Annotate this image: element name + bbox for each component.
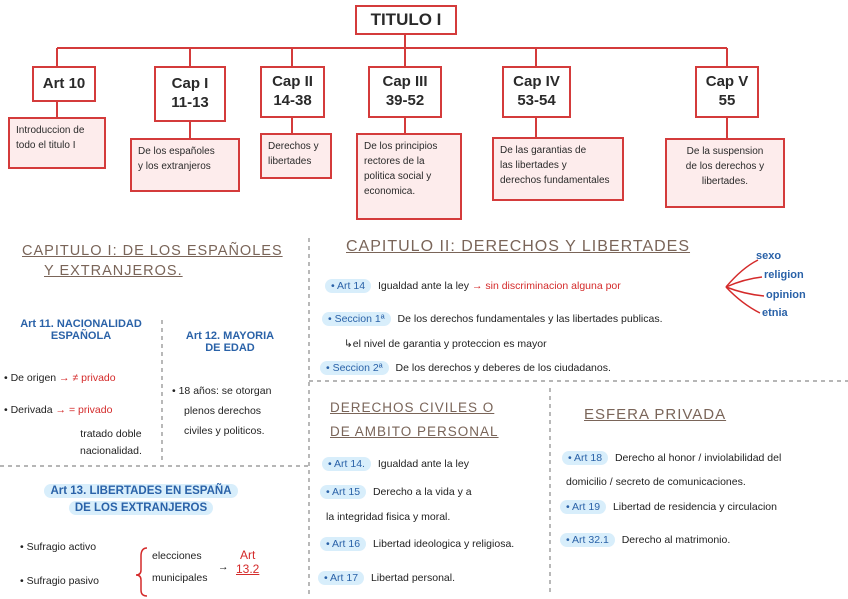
sec2-label: • Seccion 2ª — [320, 361, 389, 375]
art11-title — [6, 318, 156, 342]
desc-box-cap2 — [260, 133, 332, 179]
origen-label: • De origen — [4, 372, 57, 384]
art14-text: Igualdad ante la ley — [377, 280, 470, 292]
sec2-text: De los derechos y deberes de los ciudadanos. — [395, 362, 611, 374]
art12-text-line: civiles y politicos. — [184, 424, 265, 437]
cap1-title-line2: Y EXTRANJEROS. — [44, 263, 183, 279]
chapter-box-cap1 — [154, 66, 226, 122]
desc-line: rectores de la — [364, 156, 425, 167]
privada-item — [562, 452, 781, 464]
desc-line: De los principios — [364, 141, 438, 152]
civiles-item-label: • Art 14. — [322, 457, 371, 471]
desc-line: Introduccion de — [16, 125, 85, 136]
desc-line: economica. — [364, 186, 416, 197]
title-box — [355, 5, 457, 35]
chapter-box-art10 — [32, 66, 96, 102]
desc-line: derechos fundamentales — [500, 175, 610, 186]
chapter-box-cap4 — [502, 66, 571, 118]
cap1-title — [22, 243, 283, 279]
cap2-title: CAPITULO II: DERECHOS Y LIBERTADES — [346, 238, 691, 255]
desc-box-art10 — [8, 117, 106, 169]
civiles-item — [322, 458, 469, 470]
municipales-label: municipales — [152, 572, 208, 584]
privada-item-cont: domicilio / secreto de comunicaciones. — [566, 476, 746, 488]
desc-line: De las garantias de — [500, 145, 587, 156]
civiles-item-text: Libertad ideologica y religiosa. — [372, 538, 515, 550]
privada-title: ESFERA PRIVADA — [584, 406, 727, 423]
civiles-item-label: • Art 17 — [318, 571, 364, 585]
sufragio-activo: • Sufragio activo — [20, 541, 97, 553]
desc-line: De la suspension — [686, 146, 764, 157]
sec1-text: De los derechos fundamentales y las libertades publicas. — [397, 313, 663, 325]
desc-line: y los extranjeros — [138, 161, 211, 172]
desc-box-cap5 — [665, 138, 785, 208]
civiles-item-text: Igualdad ante la ley — [377, 458, 469, 470]
chapter-box-cap3 — [368, 66, 442, 118]
chapter-range: 55 — [718, 92, 736, 109]
chapter-name: Cap III — [382, 73, 428, 91]
privada-item-label: • Art 18 — [562, 451, 608, 465]
chapter-name: Art 10 — [42, 74, 86, 92]
desc-line: las libertades y — [500, 160, 567, 171]
art11-title-line2: ESPAÑOLA — [50, 330, 112, 342]
art13-title-line1: Art 13. LIBERTADES EN ESPAÑA — [44, 484, 237, 498]
elecciones-label: elecciones — [152, 550, 202, 562]
civiles-item-cont: la integridad fisica y moral. — [326, 511, 451, 523]
art11-title-line1: Art 11. NACIONALIDAD — [20, 318, 142, 330]
derivada-note-line2: nacionalidad. — [80, 444, 142, 457]
civiles-item-text: Libertad personal. — [370, 572, 456, 584]
art-ref — [236, 548, 259, 576]
art14-red: → sin discriminacion alguna por — [471, 280, 621, 292]
art12-title-line1: Art 12. MAYORIA — [185, 330, 275, 342]
chapter-range: 11-13 — [171, 94, 209, 111]
desc-line: politica social y — [364, 171, 432, 182]
derivada-arrow: → = privado — [55, 404, 113, 416]
privada-item-label: • Art 19 — [560, 500, 606, 514]
civiles-title — [330, 396, 499, 445]
privada-item-label: • Art 32.1 — [560, 533, 615, 547]
privada-item-text: Libertad de residencia y circulacion — [612, 501, 777, 513]
art-ref-line1: Art — [240, 548, 256, 562]
civiles-item — [320, 538, 514, 550]
chapter-range: 14-38 — [273, 92, 312, 109]
privada-item — [560, 534, 730, 546]
municipales-arrow: → — [218, 561, 229, 573]
desc-box-cap3 — [356, 133, 462, 220]
derivada-note — [80, 426, 142, 460]
civiles-item-label: • Art 15 — [320, 485, 366, 499]
art13-title — [18, 484, 264, 515]
chapter-box-cap5 — [695, 66, 759, 118]
chapter-name: Cap II — [272, 73, 313, 91]
reason-etnia: etnia — [762, 307, 788, 319]
chapter-name: Cap V — [705, 73, 749, 91]
civiles-item — [318, 572, 455, 584]
privada-item-text: Derecho al honor / inviolabilidad del — [614, 452, 782, 464]
reason-opinion: opinion — [766, 289, 806, 301]
art12-text — [172, 382, 271, 442]
art-ref-line2: 13.2 — [236, 562, 260, 576]
chapter-range: 53-54 — [517, 92, 556, 109]
chapter-name: Cap IV — [513, 73, 560, 91]
desc-line: libertades — [268, 156, 312, 167]
reason-religion: religion — [764, 269, 804, 281]
sec2-row — [320, 362, 611, 374]
art13-title-line2: DE LOS EXTRANJEROS — [69, 501, 213, 515]
art14-row — [325, 280, 621, 292]
desc-line: De los españoles — [138, 146, 215, 157]
sufragio-pasivo: • Sufragio pasivo — [20, 575, 99, 587]
art14-label: • Art 14 — [325, 279, 371, 293]
origen-arrow: → ≠ privado — [59, 372, 116, 384]
desc-box-cap1 — [130, 138, 240, 192]
chapter-range: 39-52 — [385, 92, 425, 109]
civiles-item-text: Derecho a la vida y a — [372, 486, 472, 498]
civiles-item — [320, 486, 472, 498]
chapter-box-cap2 — [260, 66, 325, 118]
desc-line: Derechos y — [268, 141, 319, 152]
privada-item-text: Derecho al matrimonio. — [621, 534, 731, 546]
art12-title — [172, 330, 288, 354]
art12-title-line2: DE EDAD — [205, 342, 255, 354]
sec1-label: • Seccion 1ª — [322, 312, 391, 326]
art12-text-line: plenos derechos — [184, 404, 262, 417]
art12-text-line: • 18 años: se otorgan — [172, 385, 272, 397]
sec1-row — [322, 313, 663, 325]
reason-sexo: sexo — [756, 250, 782, 262]
desc-line: de los derechos y — [685, 161, 765, 172]
derivada-label: • Derivada — [4, 404, 53, 416]
derivada-row — [4, 404, 112, 416]
desc-line: todo el titulo I — [16, 140, 76, 151]
chapter-name: Cap I — [171, 75, 209, 93]
cap1-title-line1: CAPITULO I: DE LOS ESPAÑOLES — [22, 243, 283, 259]
civiles-item-label: • Art 16 — [320, 537, 366, 551]
diagram-title: TITULO I — [370, 10, 442, 30]
desc-box-cap4 — [492, 137, 624, 201]
derivada-note-line1: tratado doble — [80, 428, 142, 440]
desc-line: libertades. — [701, 176, 749, 187]
privada-item — [560, 501, 777, 513]
sec1-note: ↳el nivel de garantia y proteccion es mayor — [344, 338, 547, 350]
origen-row — [4, 372, 116, 384]
civiles-title-line1: DERECHOS CIVILES O — [330, 400, 495, 415]
civiles-title-line2: DE AMBITO PERSONAL — [330, 424, 499, 440]
